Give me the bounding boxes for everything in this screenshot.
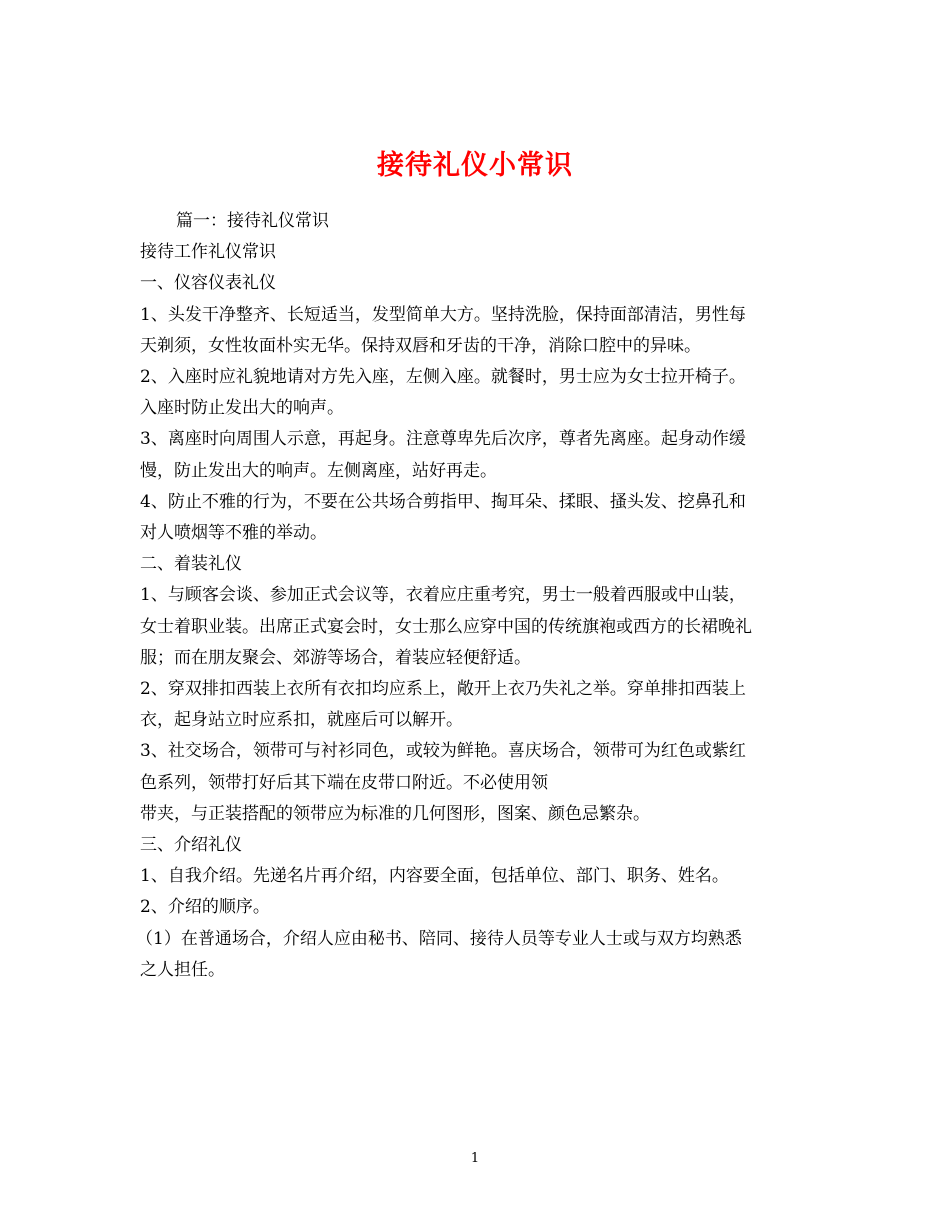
section-heading: 一、仪容仪表礼仪 [140,273,276,294]
page-number: 1 [470,1151,480,1166]
paragraph-line: 服；而在朋友聚会、郊游等场合，着装应轻便舒适。 [140,647,531,668]
paragraph-line: 2、入座时应礼貌地请对方先入座，左侧入座。就餐时，男士应为女士拉开椅子。 [140,367,746,388]
document-title: 接待礼仪小常识 [377,150,573,182]
paragraph-line: 2、穿双排扣西装上衣所有衣扣均应系上，敞开上衣乃失礼之举。穿单排扣西装上 [140,679,746,700]
section-heading: 二、着装礼仪 [140,554,242,575]
paragraph-line: 带夹，与正装搭配的领带应为标准的几何图形，图案、颜色忌繁杂。 [140,803,650,824]
paragraph-line: 3、社交场合，领带可与衬衫同色，或较为鲜艳。喜庆场合，领带可为红色或紫红 [140,741,746,762]
paragraph-line: 3、离座时向周围人示意，再起身。注意尊卑先后次序，尊者先离座。起身动作缓 [140,429,746,450]
paragraph-line: 1、与顾客会谈、参加正式会议等，衣着应庄重考究，男士一般着西服或中山装， [140,585,746,606]
paragraph-line: 对人喷烟等不雅的举动。 [140,523,327,544]
paragraph-line: 天剃须，女性妆面朴实无华。保持双唇和牙齿的干净，消除口腔中的异味。 [140,335,701,356]
paragraph-line: 之人担任。 [140,959,225,980]
subtitle: 接待工作礼仪常识 [140,242,276,263]
paragraph-line: 入座时防止发出大的响声。 [140,398,344,419]
section-heading: 篇一：接待礼仪常识 [176,211,329,231]
paragraph-line: 4、防止不雅的行为，不要在公共场合剪指甲、掏耳朵、揉眼、搔头发、挖鼻孔和 [140,491,746,512]
paragraph-line: 慢，防止发出大的响声。左侧离座，站好再走。 [140,460,497,481]
paragraph-line: 衣，起身站立时应系扣，就座后可以解开。 [140,710,463,731]
section-heading: 三、介绍礼仪 [140,835,242,856]
paragraph-line: （1）在普通场合，介绍人应由秘书、陪同、接待人员等专业人士或与双方均熟悉 [136,928,742,949]
paragraph-line: 1、头发干净整齐、长短适当，发型简单大方。坚持洗脸，保持面部清洁，男性每 [140,304,746,325]
document-body [136,206,812,986]
paragraph-line: 2、介绍的顺序。 [140,897,270,918]
paragraph-line: 女士着职业装。出席正式宴会时，女士那么应穿中国的传统旗袍或西方的长裙晚礼 [140,616,752,637]
paragraph-line: 色系列，领带打好后其下端在皮带口附近。不必使用领 [140,772,548,793]
paragraph-line: 1、自我介绍。先递名片再介绍，内容要全面，包括单位、部门、职务、姓名。 [140,866,729,887]
